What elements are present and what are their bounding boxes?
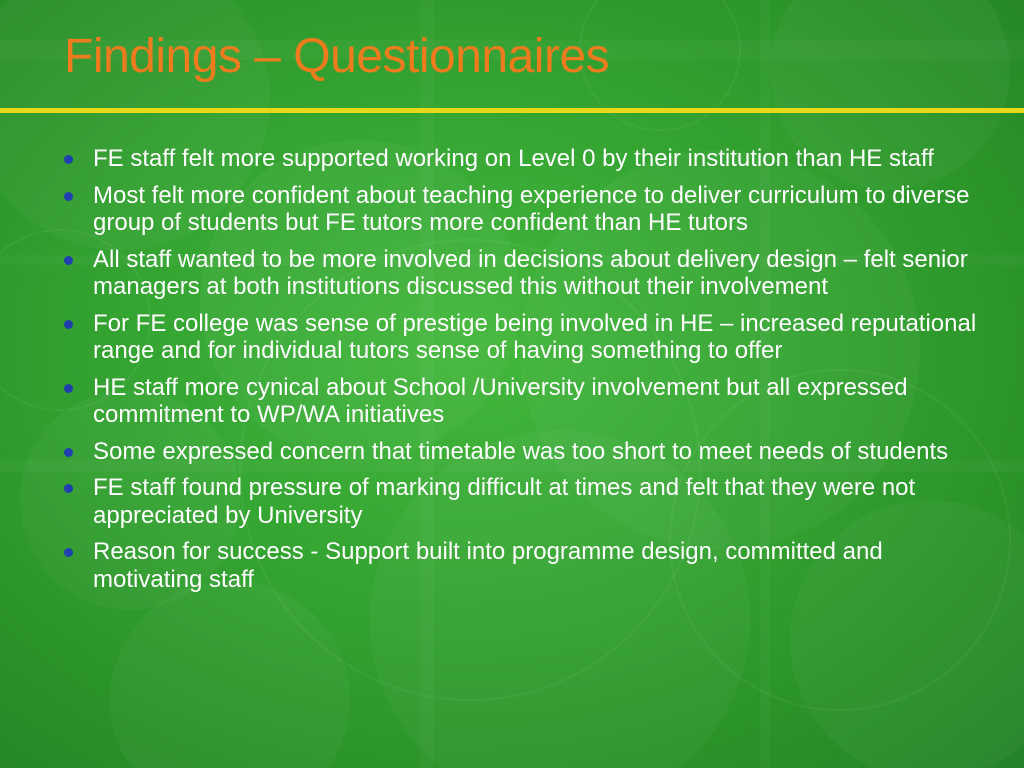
bullet-text: FE staff found pressure of marking difficult at times and felt that they were not appreciated by University (93, 474, 916, 529)
bullet-item (64, 246, 984, 301)
slide-title: Findings – Questionnaires (64, 30, 610, 83)
title-divider (0, 108, 1024, 113)
bullet-dot-icon (64, 448, 73, 457)
bullet-dot-icon (64, 155, 73, 164)
bullet-item (64, 474, 984, 529)
bullet-item (64, 145, 984, 173)
bullet-item (64, 374, 984, 429)
bullet-text: All staff wanted to be more involved in decisions about delivery design – felt senior managers at both institutions discussed this without their involvement (93, 245, 968, 300)
bullet-dot-icon (64, 320, 73, 329)
bullet-text: For FE college was sense of prestige being involved in HE – increased reputational range and for individual tutors sense of having something to offer (93, 309, 977, 364)
bullet-dot-icon (64, 484, 73, 493)
bullet-item (64, 538, 984, 593)
bullet-text: Some expressed concern that timetable was too short to meet needs of students (93, 437, 949, 465)
bullet-dot-icon (64, 192, 73, 201)
bullet-text: FE staff felt more supported working on Level 0 by their institution than HE staff (93, 145, 934, 172)
bullet-list (64, 145, 984, 602)
bullet-dot-icon (64, 256, 73, 265)
bullet-dot-icon (64, 384, 73, 393)
bullet-item (64, 310, 984, 365)
bullet-dot-icon (64, 548, 73, 557)
bullet-item (64, 182, 984, 237)
bullet-text: Reason for success - Support built into programme design, committed and motivating staff (93, 538, 883, 593)
bullet-item (64, 438, 984, 466)
bullet-text: Most felt more confident about teaching experience to deliver curriculum to diverse group of students but FE tutors more confident than HE tutors (93, 181, 970, 236)
bullet-text: HE staff more cynical about School /University involvement but all expressed commitment to WP/WA initiatives (93, 373, 908, 428)
